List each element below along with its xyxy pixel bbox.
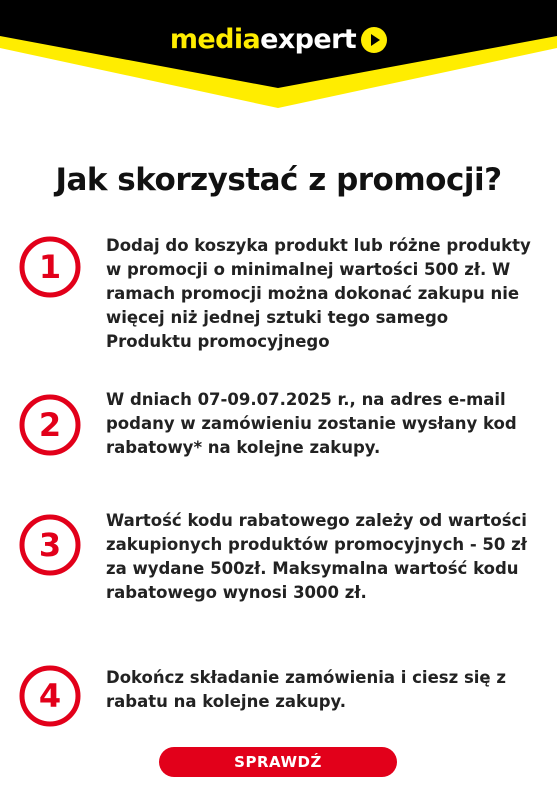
sprawdz-button[interactable]: SPRAWDŹ xyxy=(159,747,397,777)
step-text: W dniach 07-09.07.2025 r., na adres e-mail podany w zamówieniu zostanie wysłany kod rabatowy* na kolejne zakupy. xyxy=(106,390,517,457)
step-number: 2 xyxy=(38,406,62,444)
page-title: Jak skorzystać z promocji? xyxy=(55,162,502,198)
step-number-badge xyxy=(18,664,82,728)
step-number-badge xyxy=(18,513,82,577)
header-banner xyxy=(0,0,557,120)
header-background xyxy=(0,0,557,120)
step-number: 3 xyxy=(38,526,62,564)
play-circle-icon xyxy=(361,27,387,53)
step-text: Dodaj do koszyka produkt lub różne produkty w promocji o minimalnej wartości 500 zł. W ramach promocji można dokonać zakupu nie więcej niż jednej sztuki tego samego Produktu promocyjnego xyxy=(106,236,531,351)
step-number: 1 xyxy=(38,248,62,286)
logo-text-expert: expert xyxy=(260,24,357,55)
step-number: 4 xyxy=(38,677,62,715)
step-number-badge xyxy=(18,393,82,457)
step-text: Wartość kodu rabatowego zależy od wartości zakupionych produktów promocyjnych - 50 zł za wydane 500zł. Maksymalna wartość kodu rabatowego wynosi 3000 zł. xyxy=(106,511,527,602)
step-number-badge xyxy=(18,235,82,299)
logo-text-media: media xyxy=(169,24,261,55)
step-text: Dokończ składanie zamówienia i ciesz się z rabatu na kolejne zakupy. xyxy=(106,668,506,711)
mediaexpert-logo[interactable] xyxy=(0,24,557,56)
